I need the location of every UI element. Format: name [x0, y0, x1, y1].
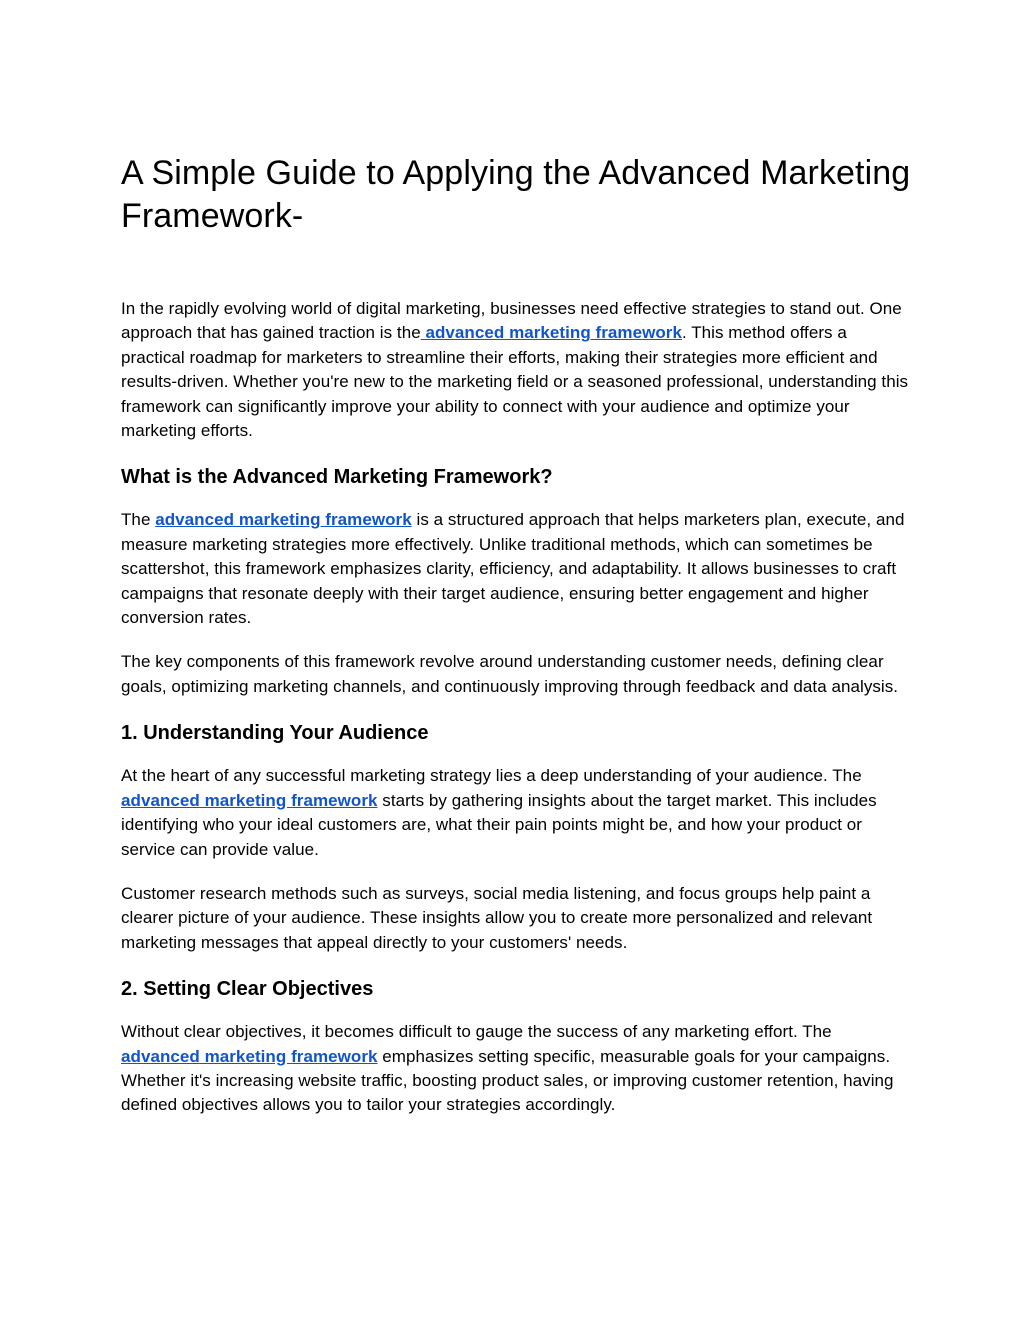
audience-paragraph-2: Customer research methods such as surveys, social media listening, and focus groups help paint a clearer picture of your audience. These insights allow you to create more personalized and relevant marketing messages that appeal directly to your customers' needs. — [121, 883, 873, 952]
audience-paragraph-1 — [121, 764, 911, 862]
section-heading-audience: 1. Understanding Your Audience — [121, 722, 429, 745]
what-text-2: is a structured approach that helps marketers plan, execute, and measure marketing strategies more effectively. Unlike traditional methods, which can sometimes be scattershot, this framework emphasizes clarity, efficiency, and adaptability. It allows businesses to craft campaigns that resonate deeply with their target audience, ensuring better engagement and higher conversion rates. — [121, 510, 905, 628]
objectives-text-1: Without clear objectives, it becomes difficult to gauge the success of any marketing effort. The — [121, 1022, 832, 1042]
intro-text-1: In the rapidly evolving world of digital marketing, businesses need effective strategies to stand out. One approach that has gained traction is the — [121, 299, 902, 343]
framework-link[interactable]: advanced marketing framework — [121, 790, 378, 810]
objectives-text-2: emphasizes setting specific, measurable goals for your campaigns. Whether it's increasing website traffic, boosting product sales, or improving customer retention, having defined objectives allows you to tailor your strategies accordingly. — [121, 1046, 894, 1115]
what-text-1: The — [121, 510, 156, 530]
intro-paragraph — [121, 297, 911, 443]
what-paragraph-1 — [121, 508, 911, 630]
document-page — [121, 152, 911, 1138]
audience-text-1: At the heart of any successful marketing strategy lies a deep understanding of your audience. The — [121, 766, 862, 786]
document-title: A Simple Guide to Applying the Advanced Marketing Framework- — [121, 154, 911, 235]
objectives-paragraph-1 — [121, 1020, 911, 1118]
intro-text-2: . This method offers a practical roadmap for marketers to streamline their efforts, making their strategies more efficient and results-driven. Whether you're new to the marketing field or a seasoned professional, understanding this framework can significantly improve your ability to connect with your audience and optimize your marketing efforts. — [121, 323, 909, 441]
what-paragraph-2: The key components of this framework revolve around understanding customer needs, defining clear goals, optimizing marketing channels, and continuously improving through feedback and data analysis. — [121, 652, 899, 696]
framework-link[interactable]: advanced marketing framework — [420, 323, 682, 343]
section-heading-objectives: 2. Setting Clear Objectives — [121, 978, 374, 1001]
audience-text-2: starts by gathering insights about the target market. This includes identifying who your ideal customers are, what their pain points might be, and how your product or service can provide value. — [121, 790, 877, 859]
framework-link[interactable]: advanced marketing framework — [121, 1046, 378, 1066]
section-heading-what: What is the Advanced Marketing Framework? — [121, 466, 553, 489]
framework-link[interactable]: advanced marketing framework — [155, 510, 412, 530]
